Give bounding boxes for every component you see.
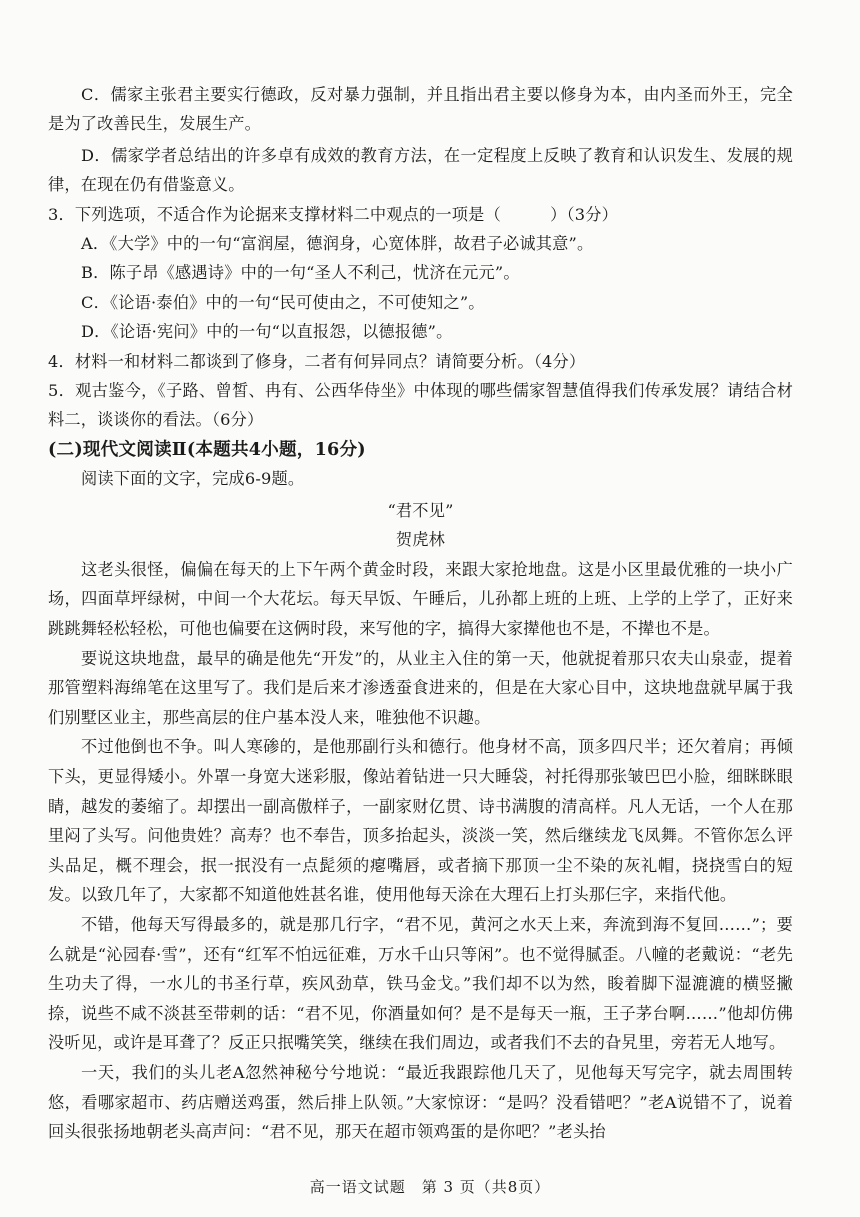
q2-option-c: C．儒家主张君主要实行德政，反对暴力强制，并且指出君主要以修身为本，由内圣而外王，完全是为了改善民生，发展生产。 [48, 85, 793, 134]
story-paragraph: 要说这块地盘，最早的确是他先“开发”的，从业主入住的第一天，他就捉着那只农夫山泉壶，提着那管塑料海绵笔在这里写了。我们是后来才渗透蚕食进来的，但是在大家心目中，这块地盘就早属于我们别墅区业主，那些高层的住户基本没人来，唯独他不识趣。 [48, 648, 793, 727]
page-footer: 高一语文试题 第 3 页（共8页） [309, 1178, 551, 1196]
story-paragraph: 这老头很怪，偏偏在每天的上下午两个黄金时段，来跟大家抢地盘。这是小区里最优雅的一块小广场，四面草坪绿树，中间一个大花坛。每天早饭、午睡后，儿孙都上班的上班、上学的上学了，正好来跳跳舞轻松轻松，可他也偏要在这俩时段，来写他的字，搞得大家撵他也不是，不撵也不是。 [48, 559, 793, 639]
story-title: “君不见” [387, 500, 454, 520]
q5-stem: 5．观古鉴今，《子路、曾皙、冉有、公西华侍坐》中体现的哪些儒家智慧值得我们传承发展？请结合材料二，谈谈你的看法。（6分） [48, 381, 793, 430]
section-heading: (二)现代文阅读Ⅱ(本题共4小题，16分) [48, 438, 366, 460]
story-author: 贺虎林 [395, 530, 446, 550]
story-paragraph: 不错，他每天写得最多的，就是那几行字，“君不见，黄河之水天上来，奔流到海不复回……”；要么就是“沁园春·雪”，还有“红军不怕远征难，万水千山只等闲”。也不觉得腻歪。八幢的老戴说：“老先生功夫了得，一水儿的书圣行草，疾风劲草，铁马金戈。”我们却不以为然，睃着脚下湿漉漉的横竖撇捺，说些不咸不淡甚至带刺的话：“君不见，你酒量如何？是不是每天一瓶，王子茅台啊……”他却仿佛没听见，或许是耳聋了？反正只抿嘴笑笑，继续在我们周边，或者我们不去的旮旯里，旁若无人地写。 [48, 915, 793, 1053]
story [48, 496, 793, 1147]
reading-instruction: 阅读下面的文字，完成6-9题。 [81, 469, 305, 489]
q2-option-d: D．儒家学者总结出的许多卓有成效的教育方法，在一定程度上反映了教育和认识发生、发展的规律，在现在仍有借鉴意义。 [48, 145, 793, 195]
q3-stem: 3．下列选项，不适合作为论据来支撑材料二中观点的一项是（ ）（3分） [48, 204, 619, 224]
q4-stem: 4．材料一和材料二都谈到了修身，二者有何异同点？请简要分析。（4分） [48, 351, 586, 371]
story-paragraph: 不过他倒也不争。叫人寒碜的，是他那副行头和德行。他身材不高，顶多四尺半；还欠着肩；再倾下头，更显得矮小。外罩一身宽大迷彩服，像站着钻进一只大睡袋，衬托得那张皱巴巴小脸，细眯眯眼睛，越发的萎缩了。却摆出一副高傲样子，一副家财亿贯、诗书满腹的清高样。凡人无话，一个人在那里闷了头写。问他贵姓？高寿？也不奉告，顶多抬起头，淡淡一笑，然后继续龙飞凤舞。不管你怎么评头品足，概不理会，抿一抿没有一点髭须的瘪嘴唇，或者摘下那顶一尘不染的灰礼帽，挠挠雪白的短发。以致几年了，大家都不知道他姓甚名谁，使用他每天涂在大理石上打头那仨字，来指代他。 [48, 737, 793, 905]
page-content [48, 80, 793, 1147]
q3-option-d: D．《论语·宪问》中的一句“以直报怨，以德报德”。 [81, 322, 453, 342]
q3-option-c: C．《论语·泰伯》中的一句“民可使由之，不可使知之”。 [81, 292, 485, 312]
q3-option-a: A．《大学》中的一句“富润屋，德润身，心宽体胖，故君子必诚其意”。 [81, 234, 594, 254]
story-paragraph: 一天，我们的头儿老A忽然神秘兮兮地说：“最近我跟踪他几天了，见他每天写完字，就去周围转悠，看哪家超市、药店赠送鸡蛋，然后排上队领。”大家惊讶：“是吗？没看错吧？”老A说错不了，说着回头很张扬地朝老头高声问：“君不见，那天在超市领鸡蛋的是你吧？”老头抬 [48, 1062, 793, 1142]
q3-option-b: B．陈子昂《感遇诗》中的一句“圣人不利己，忧济在元元”。 [81, 263, 520, 283]
